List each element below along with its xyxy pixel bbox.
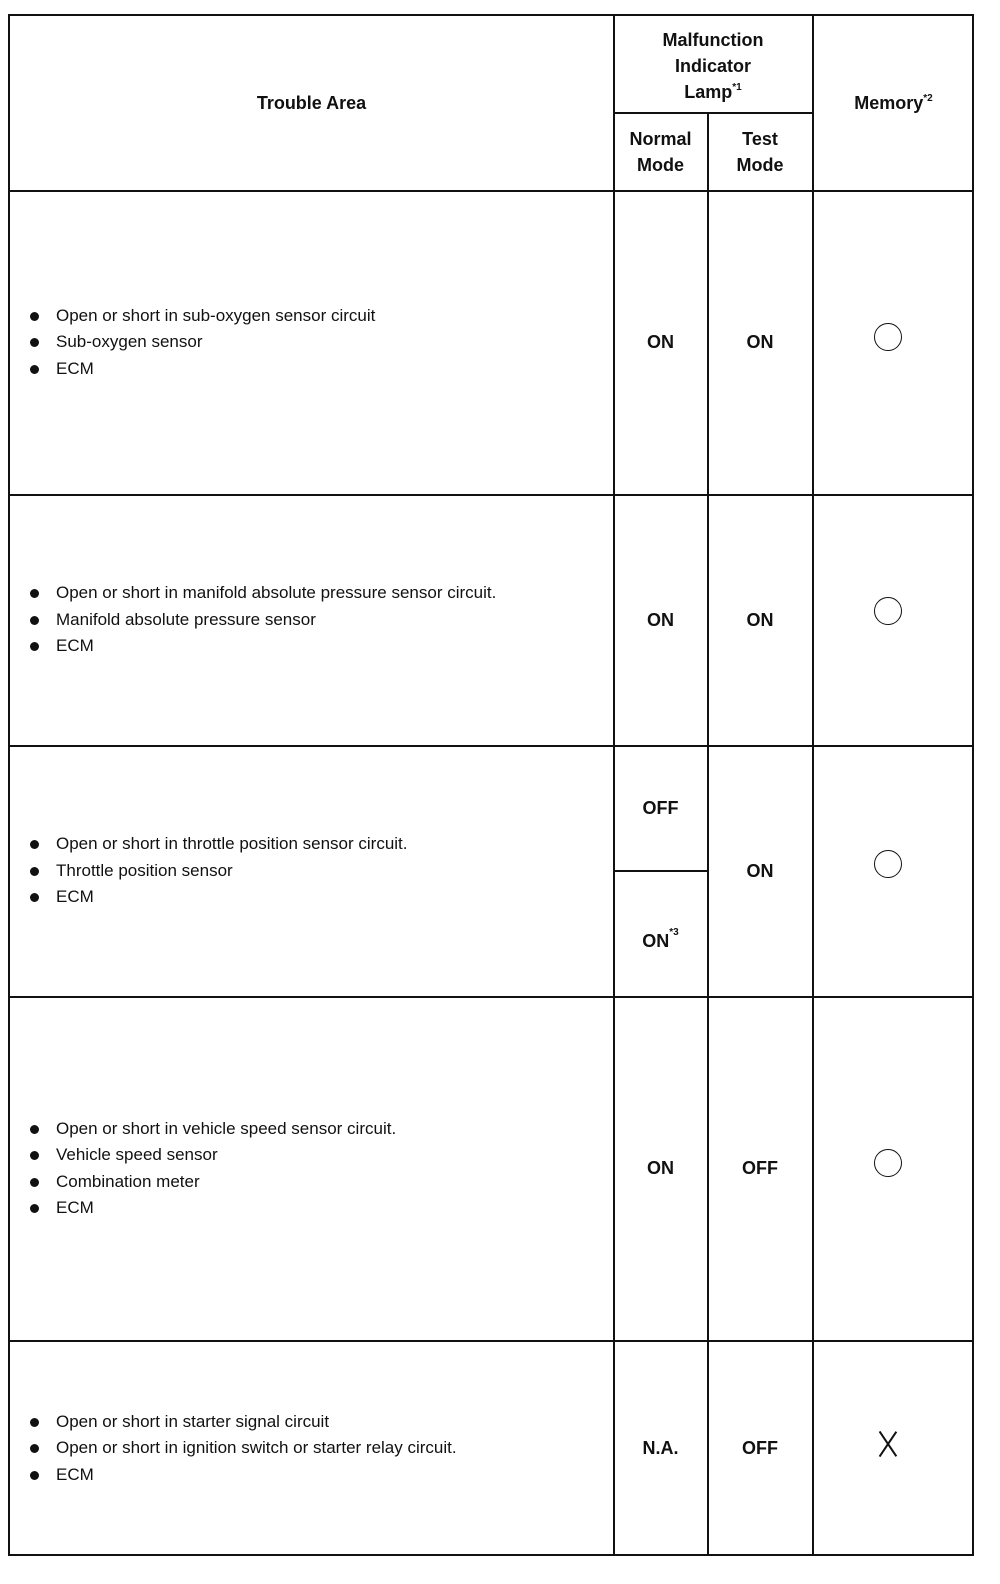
header-mil-note: *1	[732, 82, 742, 93]
row-1-memory	[813, 191, 974, 494]
list-item: ECM	[26, 884, 408, 911]
list-item: Vehicle speed sensor	[26, 1142, 396, 1169]
row-1-test: ON	[746, 332, 774, 352]
table-row-5-area	[10, 1341, 613, 1556]
cross-icon	[877, 1430, 899, 1458]
header-memory-label: Memory	[854, 93, 924, 113]
list-item: Open or short in ignition switch or starter relay circuit.	[26, 1435, 457, 1462]
row-3-memory	[813, 746, 974, 996]
header-trouble-area	[10, 16, 613, 190]
circle-icon	[874, 1149, 902, 1177]
row-3-normal-b-note: *3	[669, 926, 679, 938]
list-item: ECM	[26, 1195, 396, 1222]
list-item: ECM	[26, 1462, 457, 1489]
row-5-test: OFF	[742, 1438, 778, 1458]
table-row-4-area	[10, 997, 613, 1340]
row-3-test: ON	[746, 860, 774, 881]
row-2-test: ON	[746, 609, 774, 630]
header-trouble-area-label: Trouble Area	[256, 93, 367, 113]
list-item: Sub-oxygen sensor	[26, 329, 375, 356]
header-mil-line3: Lamp	[684, 82, 733, 102]
list-item: ECM	[26, 356, 375, 383]
list-item: Throttle position sensor	[26, 858, 408, 885]
header-mil-line1: Malfunction	[662, 30, 764, 50]
table-row-2-area	[10, 495, 613, 745]
table-row-1-area	[10, 191, 613, 494]
header-test-mode	[708, 113, 812, 190]
list-item: Manifold absolute pressure sensor	[26, 607, 496, 634]
list-item: ECM	[26, 633, 496, 660]
trouble-table	[8, 14, 974, 1556]
header-test-line1: Test	[742, 128, 778, 149]
circle-icon	[874, 597, 902, 625]
header-memory-note: *2	[923, 93, 933, 104]
row-5-memory	[813, 1341, 974, 1556]
row-3-normal-b-label: ON	[642, 930, 670, 951]
row-4-normal: ON	[647, 1158, 674, 1178]
header-mil	[614, 20, 812, 112]
list-item: Combination meter	[26, 1169, 396, 1196]
row-3-normal-b	[614, 872, 707, 996]
circle-icon	[874, 850, 902, 878]
list-item: Open or short in throttle position sensor circuit.	[26, 831, 408, 858]
list-item: Open or short in vehicle speed sensor circuit.	[26, 1116, 396, 1143]
row-1-normal: ON	[647, 332, 674, 352]
header-mil-line2: Indicator	[674, 56, 751, 76]
row-5-normal: N.A.	[642, 1438, 679, 1458]
header-test-line2: Mode	[736, 154, 784, 175]
circle-icon	[874, 323, 902, 351]
list-item: Open or short in sub-oxygen sensor circuit	[26, 303, 375, 330]
header-normal-line1: Normal	[629, 128, 692, 149]
list-item: Open or short in manifold absolute pressure sensor circuit.	[26, 580, 496, 607]
header-normal-line2: Mode	[637, 154, 684, 175]
row-2-normal: ON	[647, 609, 674, 630]
table-row-3-area	[10, 746, 613, 996]
row-4-test: OFF	[742, 1158, 778, 1178]
header-memory	[813, 16, 974, 190]
row-2-memory	[813, 495, 974, 745]
row-4-memory	[813, 997, 974, 1340]
header-normal-mode	[614, 113, 707, 190]
row-3-normal-a: OFF	[642, 797, 679, 818]
list-item: Open or short in starter signal circuit	[26, 1409, 457, 1436]
